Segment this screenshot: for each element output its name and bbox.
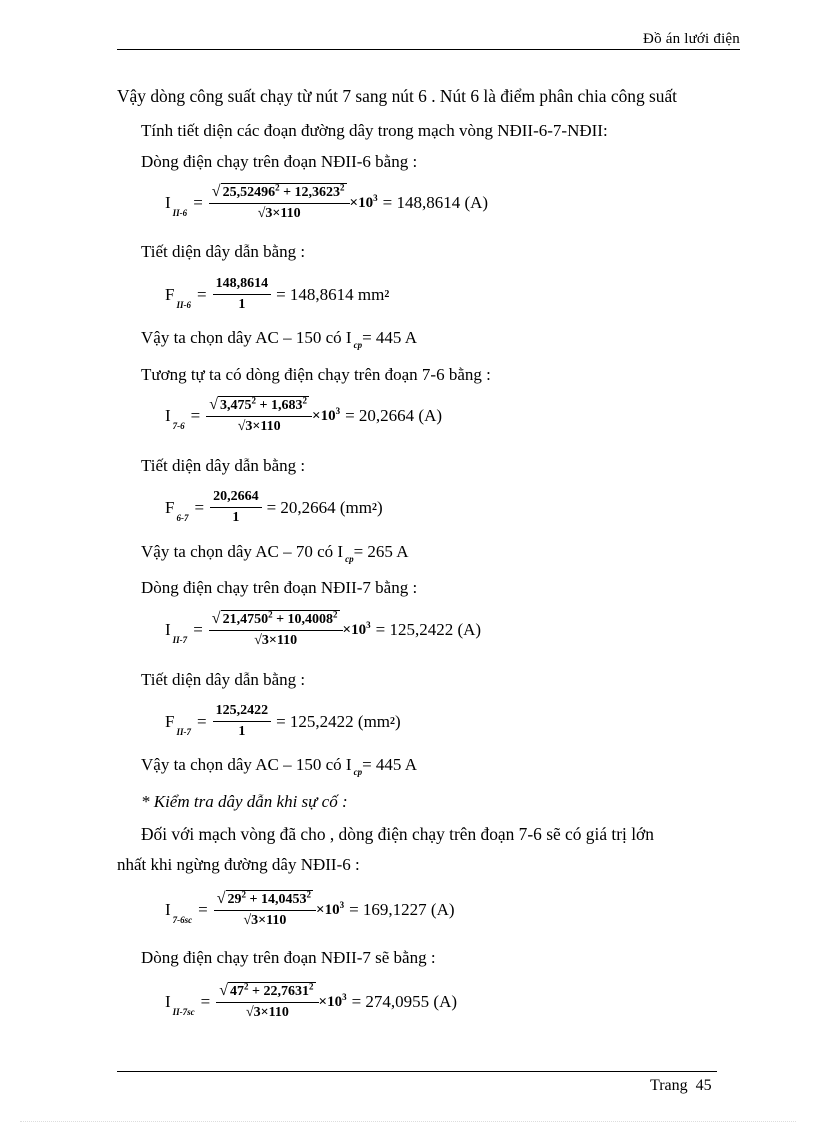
page-number: Trang 45 (650, 1077, 712, 1094)
section-heading: * Kiểm tra dây dẫn khi sự cố : (141, 792, 348, 811)
paragraph-line: Tiết diện dây dẫn bằng : (141, 670, 306, 689)
equation-current-nd2-7: I II-7 = √ $21,4750^2 + 10,4008^2$ √3×110 $\times 10^3$ = 125,2422 (A) (165, 609, 482, 648)
equation-section-nd2-6: F II-6 = $\frac{148,8614}{1}$ = 148,8614 mm 2 (165, 276, 390, 312)
paragraph-line: Đối với mạch vòng đã cho , dòng điện chạy trên đoạn 7-6 sẽ có giá trị lớn (141, 824, 654, 844)
paragraph-line: Tiết diện dây dẫn bằng : (141, 242, 306, 261)
paragraph-line: Tính tiết diện các đoạn đường dây trong mạch vòng NĐII-6-7-NĐII: (141, 121, 608, 140)
paragraph-line: Dòng điện chạy trên đoạn NĐII-6 bằng : (141, 152, 418, 171)
paragraph-line: Vậy ta chọn dây AC – 70 có I $_{cp}$= 265 A (141, 542, 409, 564)
paragraph-line: nhất khi ngừng đường dây NĐII-6 : (117, 855, 360, 874)
equation-current-nd2-6: I II-6 = √ $25,52496^2 + 12,3623^2$ √3×110 $\times 10^3$ = 148,8614 (A) (165, 182, 489, 221)
paragraph-line: Tương tự ta có dòng điện chạy trên đoạn 7-6 bằng : (141, 365, 491, 384)
footer-rule (117, 1071, 717, 1072)
paragraph-line: Vậy dòng công suất chạy từ nút 7 sang nút 6 . Nút 6 là điểm phân chia công suất (117, 86, 678, 106)
header-title: Đồ án lưới điện (643, 31, 740, 47)
paragraph-line: Vậy ta chọn dây AC – 150 có I $_{cp}$= 445 A (141, 755, 418, 777)
equation-section-nd2-7: F II-7 = $\frac{125,2422}{1}$ = 125,2422 (mm 2 ) (165, 703, 401, 739)
paragraph-line: Dòng điện chạy trên đoạn NĐII-7 sẽ bằng : (141, 948, 436, 967)
page-edge-divider (20, 1121, 796, 1122)
paragraph-line: Vậy ta chọn dây AC – 150 có I $_{cp}$= 445 A (141, 328, 418, 350)
equation-section-6-7: F 6-7 = $\frac{20,2664}{1}$ = 20,2664 (mm 2 ) (165, 489, 383, 525)
equation-current-7-6-fault: I 7-6sc = √ $29^2 + 14,0453^2$ √3×110 $\times 10^3$ = 169,1227 (A) (165, 889, 455, 928)
paragraph-line: Tiết diện dây dẫn bằng : (141, 456, 306, 475)
paragraph-line: Dòng điện chạy trên đoạn NĐII-7 bằng : (141, 578, 418, 597)
header-rule (117, 49, 740, 50)
equation-current-nd2-7-fault: I II-7sc = √ $47^2 + 22,7631^2$ √3×110 $\times 10^3$ = 274,0955 (A) (165, 981, 458, 1020)
equation-current-7-6: I 7-6 = √ $3,475^2 + 1,683^2$ √3×110 $\times 10^3$ = 20,2664 (A) (165, 395, 443, 434)
